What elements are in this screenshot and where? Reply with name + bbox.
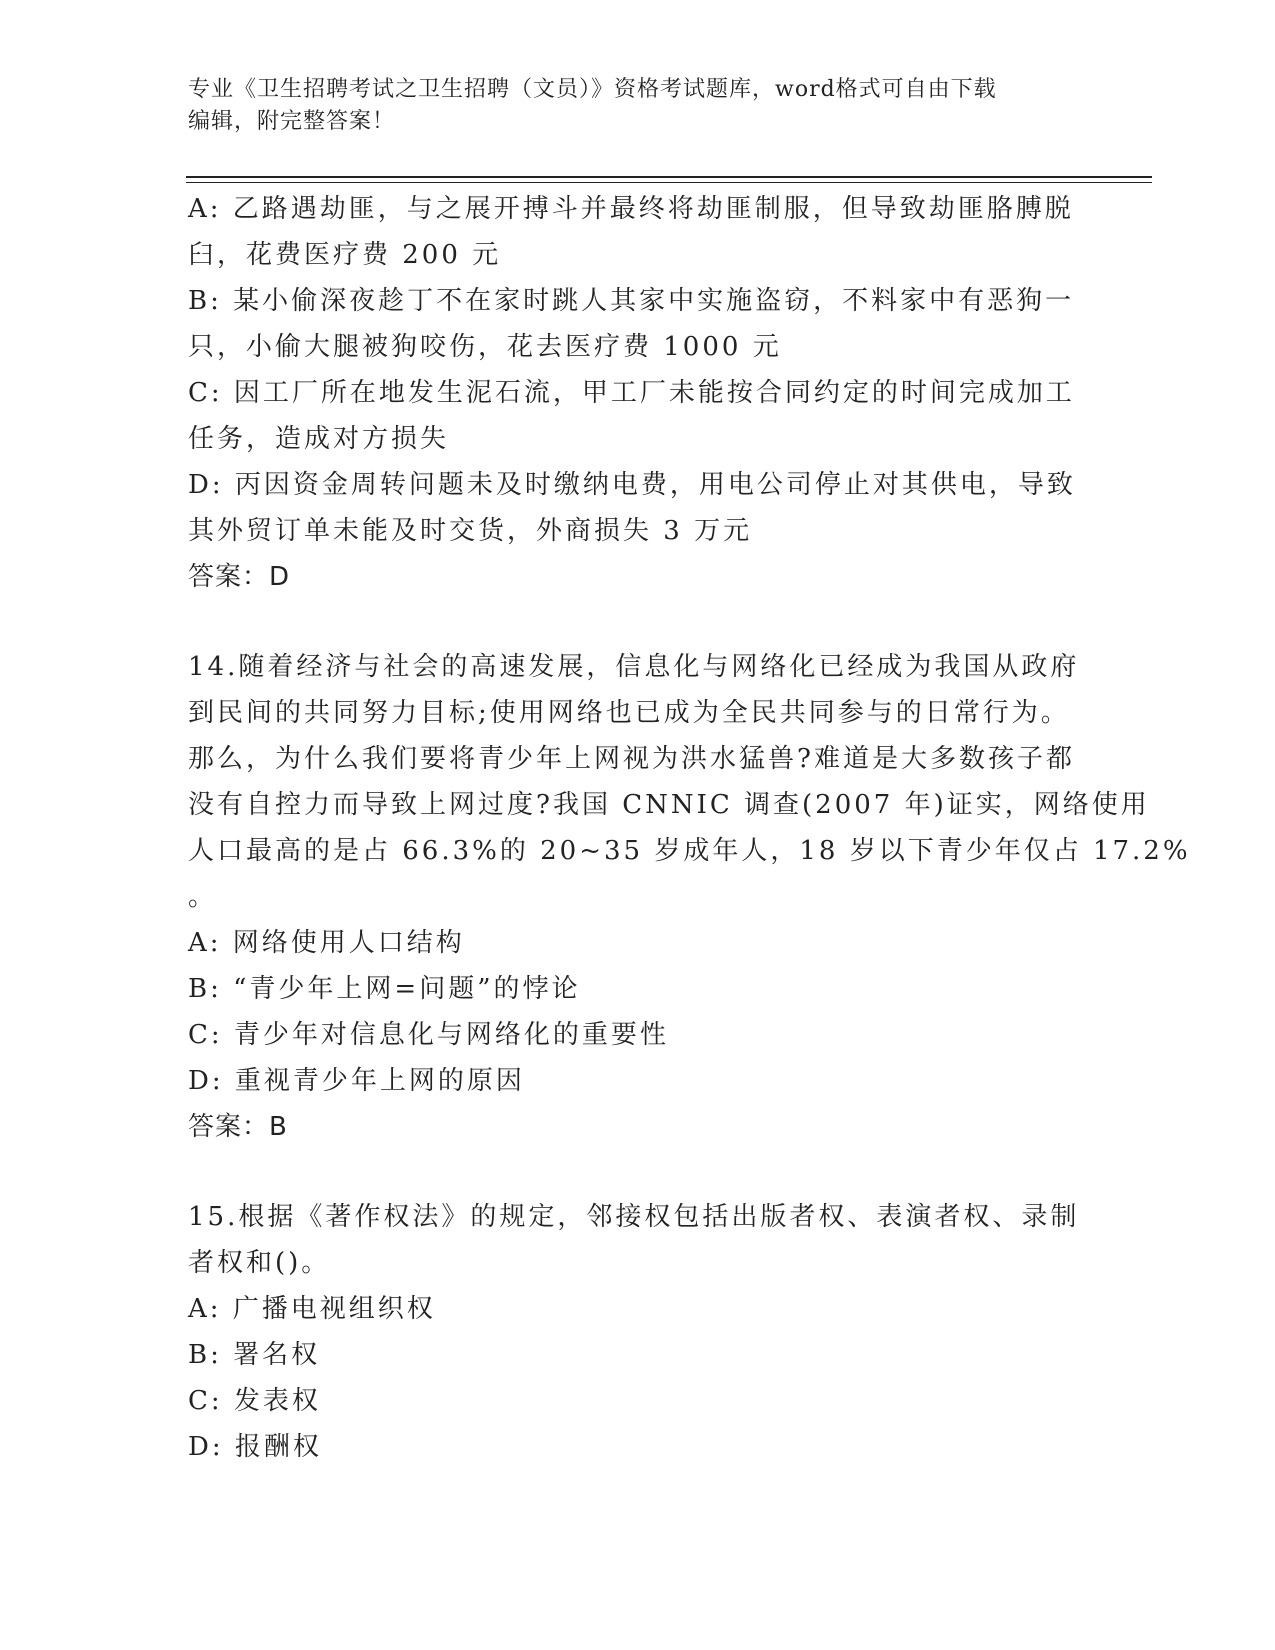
q14-option-a: A: 网络使用人口结构 (188, 928, 465, 958)
q15-stem-line-1: 15.根据《著作权法》的规定，邻接权包括出版者权、表演者权、录制 (188, 1202, 1080, 1232)
question-13-options (188, 186, 1088, 600)
document-header (188, 74, 1088, 138)
q13-option-a-line-2: 臼，花费医疗费 200 元 (188, 240, 502, 270)
q13-option-b-line-1: B: 某小偷深夜趁丁不在家时跳人其家中实施盗窃，不料家中有恶狗一 (188, 286, 1075, 316)
q14-stem-line-2: 到民间的共同努力目标;使用网络也已成为全民共同参与的日常行为。 (188, 698, 1070, 728)
q14-stem-line-1: 14.随着经济与社会的高速发展，信息化与网络化已经成为我国从政府 (188, 652, 1080, 682)
q14-stem-line-4: 没有自控力而导致上网过度?我国 CNNIC 调查(2007 年)证实，网络使用 (188, 790, 1150, 820)
q14-stem-line-3: 那么，为什么我们要将青少年上网视为洪水猛兽?难道是大多数孩子都 (188, 744, 1075, 774)
q15-option-c: C: 发表权 (188, 1386, 321, 1416)
q15-stem-line-2: 者权和()。 (188, 1248, 331, 1278)
q14-stem-line-6: 。 (188, 882, 218, 912)
q13-option-b-line-2: 只，小偷大腿被狗咬伤，花去医疗费 1000 元 (188, 332, 782, 362)
question-15 (188, 1194, 1088, 1470)
q14-stem-line-5: 人口最高的是占 66.3%的 20~35 岁成年人，18 岁以下青少年仅占 17.2% (188, 836, 1191, 866)
q14-option-b: B: “青少年上网=问题”的悖论 (188, 974, 581, 1004)
q13-option-c-line-2: 任务，造成对方损失 (188, 424, 450, 454)
header-line-1: 专业《卫生招聘考试之卫生招聘（文员）》资格考试题库，word格式可自由下载 (188, 77, 997, 102)
q15-option-d: D: 报酬权 (188, 1432, 322, 1462)
q15-option-a: A: 广播电视组织权 (188, 1294, 436, 1324)
q14-option-d: D: 重视青少年上网的原因 (188, 1066, 525, 1096)
q15-option-b: B: 署名权 (188, 1340, 321, 1370)
q13-option-c-line-1: C: 因工厂所在地发生泥石流，甲工厂未能按合同约定的时间完成加工 (188, 378, 1075, 408)
q14-option-c: C: 青少年对信息化与网络化的重要性 (188, 1020, 669, 1050)
q13-option-d-line-1: D: 丙因资金周转问题未及时缴纳电费，用电公司停止对其供电，导致 (188, 470, 1076, 500)
document-body (188, 186, 1191, 1470)
header-divider-thick (186, 176, 1152, 178)
question-spacer (188, 600, 1088, 644)
header-divider-thin (186, 182, 1152, 183)
question-14 (188, 644, 1191, 1150)
header-line-2: 编辑，附完整答案！ (188, 109, 396, 134)
q14-answer: 答案：B (188, 1112, 288, 1142)
q13-option-a-line-1: A: 乙路遇劫匪，与之展开搏斗并最终将劫匪制服，但导致劫匪胳膊脱 (188, 194, 1074, 224)
q13-option-d-line-2: 其外贸订单未能及时交货，外商损失 3 万元 (188, 516, 753, 546)
question-spacer (188, 1150, 1088, 1194)
q13-answer: 答案：D (188, 562, 291, 592)
